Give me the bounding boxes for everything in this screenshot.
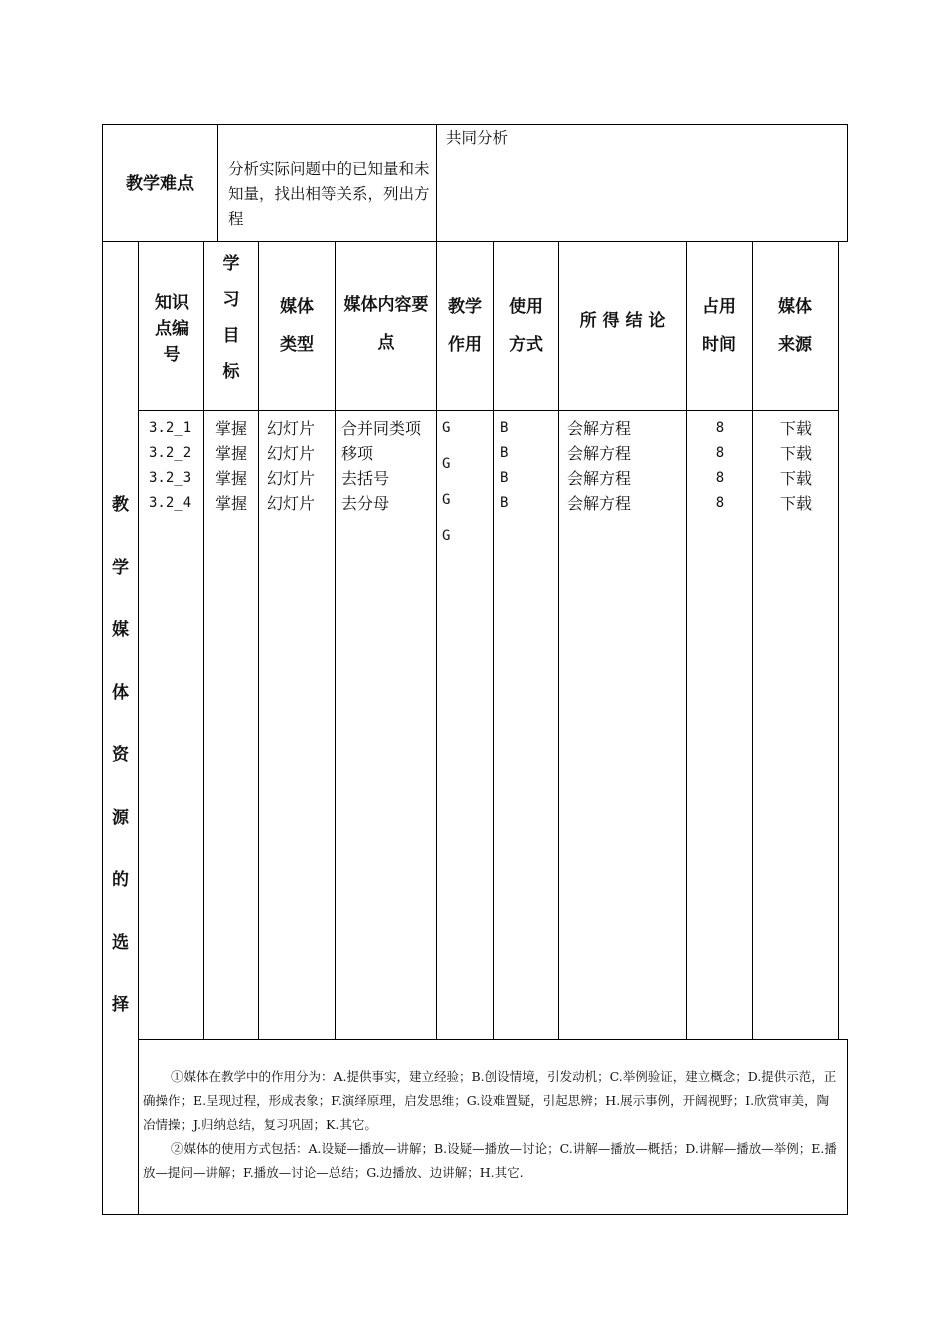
side-label-char: 资 — [112, 745, 129, 765]
cell-source: 下载 — [779, 444, 812, 463]
note-media-roles: ①媒体在教学中的作用分为：A.提供事实，建立经验；B.创设情境，引发动机；C.举例验证，建立概念；D.提供示范，正确操作；E.呈现过程，形成表象；F.演绎原理，启发思维；G.设难置疑，引起思辨；H.展示事例，开阔视野；I.欣赏审美，陶冶情操；J.归纳总结，复习巩固；K.其它。 — [143, 1069, 837, 1132]
header-teaching-role: 教学作用 — [448, 297, 482, 355]
cell-knowledge-id: 3.2_3 — [149, 470, 192, 486]
header-conclusion: 所 得 结 论 — [579, 311, 666, 331]
media-selection-side-label — [103, 495, 138, 1058]
cell-source: 下载 — [779, 469, 812, 488]
cell-content-point: 合并同类项 — [341, 419, 422, 438]
header-time: 占用时间 — [702, 297, 736, 355]
cell-media-type: 幻灯片 — [267, 444, 316, 463]
cell-conclusion: 会解方程 — [567, 494, 632, 513]
header-media-type: 媒体类型 — [280, 297, 314, 355]
cell-teaching-role: G — [442, 492, 451, 508]
cell-knowledge-id: 3.2_1 — [149, 420, 192, 436]
cell-time: 8 — [715, 420, 725, 436]
notes-box — [143, 1065, 841, 1185]
side-label-char: 的 — [112, 870, 129, 890]
side-label-char: 择 — [112, 995, 129, 1015]
cell-goal: 掌握 — [215, 444, 248, 463]
cell-content-point: 移项 — [341, 444, 374, 463]
goal-header-char: 习 — [222, 290, 240, 310]
cell-usage: B — [500, 420, 509, 436]
header-source: 媒体来源 — [778, 297, 812, 355]
header-usage: 使用方式 — [509, 297, 543, 355]
difficulty-method: 共同分析 — [446, 129, 509, 147]
cell-source: 下载 — [779, 419, 812, 438]
side-label-char: 学 — [112, 557, 129, 578]
cell-time: 8 — [715, 495, 725, 511]
cell-media-type: 幻灯片 — [267, 469, 316, 488]
cell-conclusion: 会解方程 — [567, 469, 632, 488]
side-label-char: 源 — [112, 807, 129, 828]
cell-usage: B — [500, 495, 509, 511]
cell-conclusion: 会解方程 — [567, 419, 632, 438]
difficulty-content: 分析实际问题中的已知量和未知量，找出相等关系，列出方程 — [228, 160, 430, 228]
header-content-points: 媒体内容要点 — [343, 295, 429, 353]
difficulty-label: 教学难点 — [126, 174, 194, 194]
cell-usage: B — [500, 470, 509, 486]
goal-header-char: 目 — [222, 326, 240, 346]
side-label-char: 教 — [112, 495, 129, 515]
cell-knowledge-id: 3.2_4 — [149, 495, 192, 511]
cell-knowledge-id: 3.2_2 — [149, 445, 192, 461]
side-label-char: 媒 — [112, 620, 129, 640]
header-knowledge-id: 知识点编号 — [155, 293, 189, 365]
cell-goal: 掌握 — [215, 469, 248, 488]
cell-conclusion: 会解方程 — [567, 444, 632, 463]
goal-header-char: 标 — [222, 362, 240, 382]
cell-time: 8 — [715, 470, 725, 486]
cell-teaching-role: G — [442, 528, 451, 544]
cell-source: 下载 — [779, 494, 812, 513]
header-learning-goal — [204, 246, 258, 390]
cell-teaching-role: G — [442, 420, 451, 436]
side-label-char: 体 — [112, 682, 129, 703]
cell-time: 8 — [715, 445, 725, 461]
cell-goal: 掌握 — [215, 419, 248, 438]
cell-media-type: 幻灯片 — [267, 494, 316, 513]
goal-header-char: 学 — [222, 254, 240, 274]
note-usage-modes: ②媒体的使用方式包括：A.设疑—播放—讲解；B.设疑—播放—讨论；C.讲解—播放—概括；D.讲解—播放—举例；E.播放—提问—讲解；F.播放—讨论—总结；G.边播放、边讲解；H.其它. — [143, 1141, 837, 1180]
cell-content-point: 去括号 — [341, 469, 390, 488]
cell-media-type: 幻灯片 — [267, 419, 316, 438]
cell-goal: 掌握 — [215, 494, 248, 513]
cell-usage: B — [500, 445, 509, 461]
cell-content-point: 去分母 — [341, 494, 390, 513]
cell-teaching-role: G — [442, 456, 451, 472]
side-label-char: 选 — [112, 932, 129, 953]
